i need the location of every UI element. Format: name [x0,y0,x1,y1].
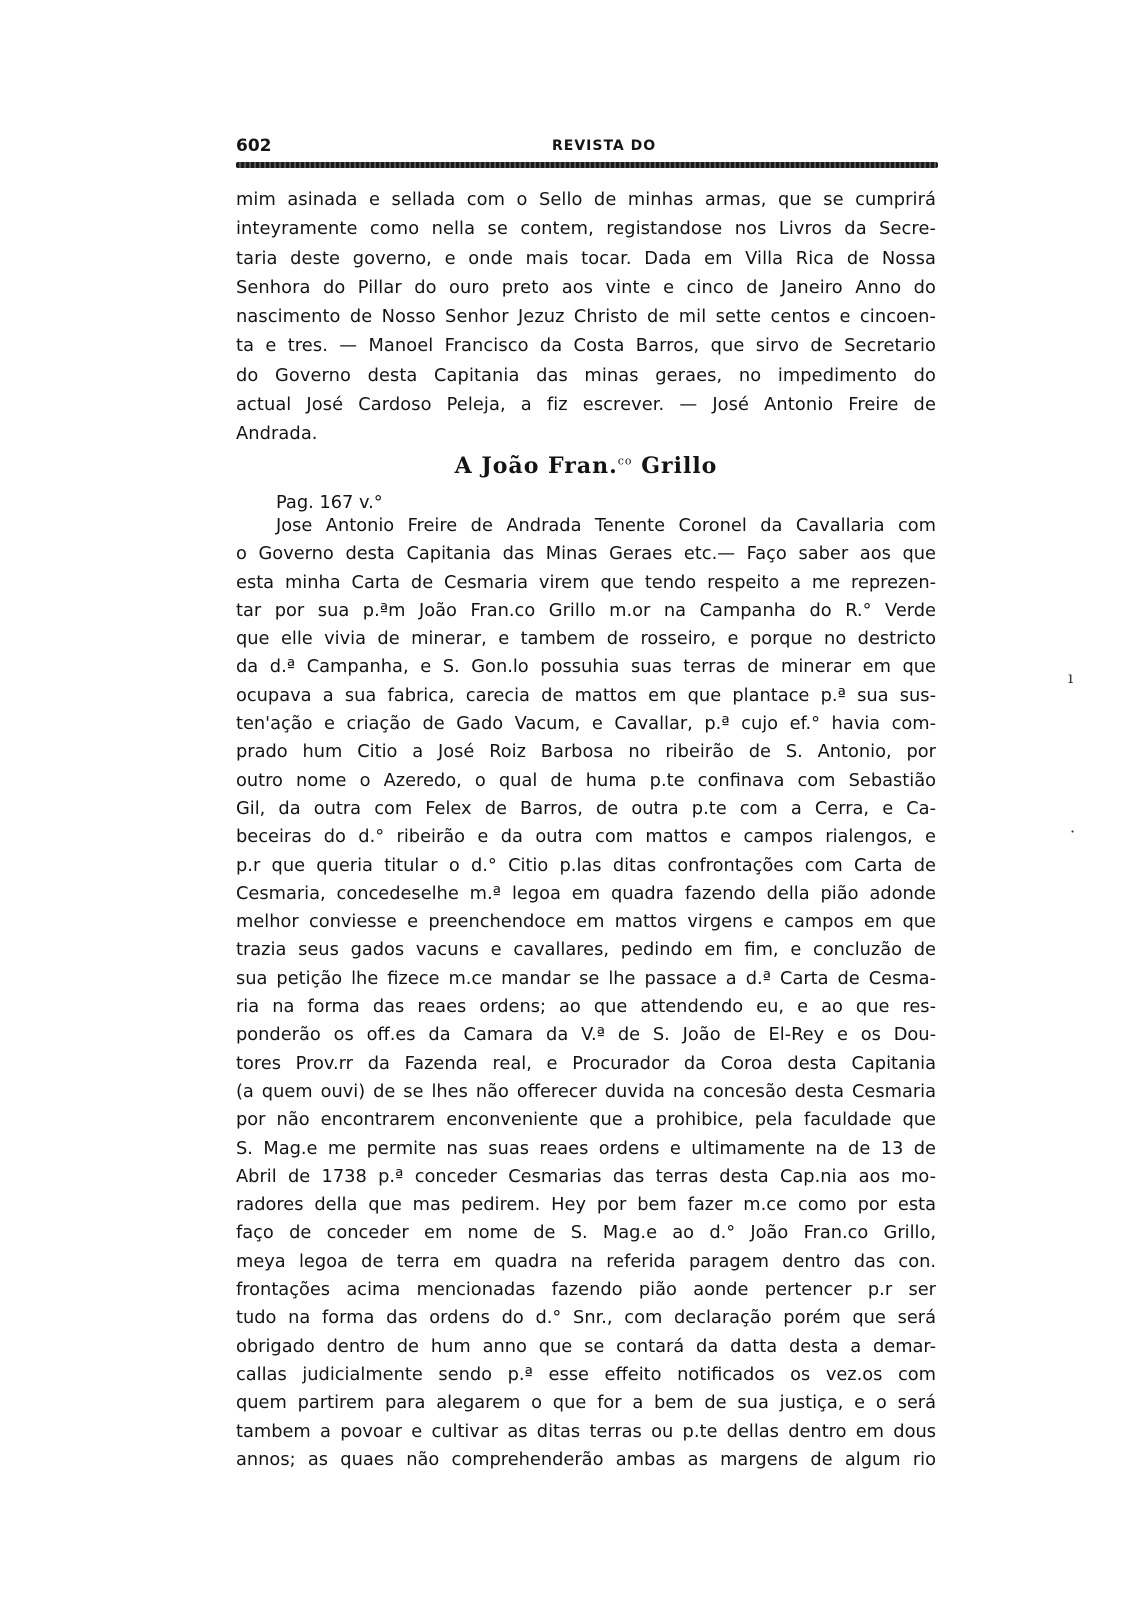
text-line: Senhora do Pillar do ouro preto aos vinte e cinco de Janeiro Anno do [236,276,936,298]
heading-text-end: Grillo [632,453,718,479]
text-line: por não encontrarem enconveniente que a prohibice, pela faculdade que [236,1109,936,1131]
text-line: frontações acima mencionadas fazendo pião aonde pertencer p.r ser [236,1279,936,1301]
text-line: meya legoa de terra em quadra na referida paragem dentro das con. [236,1250,936,1272]
text-line: trazia seus gados vacuns e cavallares, pedindo em fim, e concluzão de [236,939,936,961]
running-head: REVISTA DO [552,138,657,154]
text-line: actual José Cardoso Peleja, a fiz escrever. — José Antonio Freire de [236,394,936,416]
paragraph-2 [236,512,936,1474]
text-line: Andrada. [236,423,318,445]
heading-superscript: co [617,454,633,468]
text-line: tar por sua p.ªm João Fran.co Grillo m.or na Campanha do R.° Verde [236,599,936,621]
paragraph-1 [236,185,936,449]
text-line: ta e tres. — Manoel Francisco da Costa Barros, que sirvo de Secretario [236,335,936,357]
text-line: Abril de 1738 p.ª conceder Cesmarias das terras desta Cap.nia aos mo- [236,1165,936,1187]
text-line: nascimento de Nosso Senhor Jezuz Christo de mil sette centos e cincoen- [236,306,936,328]
page-number: 602 [236,136,272,156]
text-line: callas judicialmente sendo p.ª esse effeito notificados os vez.os com [236,1363,936,1385]
text-line: beceiras do d.° ribeirão e da outra com mattos e campos rialengos, e [236,826,936,848]
page-header [236,134,936,160]
text-line: tambem a povoar e cultivar as ditas terras ou p.te dellas dentro em dous [236,1420,936,1442]
text-line: que elle vivia de minerar, e tambem de rosseiro, e porque no destricto [236,628,936,650]
text-line: esta minha Carta de Cesmaria virem que tendo respeito a me reprezen- [236,571,936,593]
text-line: faço de conceder em nome de S. Mag.e ao d.° João Fran.co Grillo, [236,1222,936,1244]
text-line: o Governo desta Capitania das Minas Geraes etc.— Faço saber aos que [236,543,936,565]
text-line: tores Prov.rr da Fazenda real, e Procurador da Coroa desta Capitania [236,1052,936,1074]
text-line: melhor conviesse e preenchendoce em mattos virgens e campos em que [236,911,936,933]
text-line: inteyramente como nella se contem, registandose nos Livros da Secre- [236,218,936,240]
text-line: quem partirem para alegarem o que for a bem de sua justiça, e o será [236,1392,936,1414]
text-line: taria deste governo, e onde mais tocar. Dada em Villa Rica de Nossa [236,247,936,269]
margin-speck: ı [1068,668,1074,687]
margin-speck: · [1070,822,1076,841]
text-line: tudo na forma das ordens do d.° Snr., com declaração porém que será [236,1307,936,1329]
text-line: radores della que mas pedirem. Hey por bem fazer m.ce como por esta [236,1194,936,1216]
text-line: obrigado dentro de hum anno que se contará da datta desta a demar- [236,1335,936,1357]
text-line: do Governo desta Capitania das minas geraes, no impedimento do [236,364,936,386]
text-line: da d.ª Campanha, e S. Gon.lo possuhia suas terras de minerar em que [236,656,936,678]
text-line: Cesmaria, concedeselhe m.ª legoa em quadra fazendo della pião adonde [236,882,936,904]
text-line: S. Mag.e me permite nas suas reaes ordens e ultimamente na de 13 de [236,1137,936,1159]
text-line: sua petição lhe fizece m.ce mandar se lhe passace a d.ª Carta de Cesma- [236,967,936,989]
section-heading [236,453,936,479]
text-line: prado hum Citio a José Roiz Barbosa no ribeirão de S. Antonio, por [236,741,936,763]
text-line: annos; as quaes não comprehenderão ambas as margens de algum rio [236,1448,936,1470]
heading-text: A João Fran. [454,453,618,479]
text-line: ocupava a sua fabrica, carecia de mattos em que plantace p.ª sua sus- [236,684,936,706]
text-line: p.r que queria titular o d.° Citio p.las ditas confrontações com Carta de [236,854,936,876]
text-line: (a quem ouvi) de se lhes não offerecer duvida na concesão desta Cesmaria [236,1080,936,1102]
text-line: ria na forma das reaes ordens; ao que attendendo eu, e ao que res- [236,996,936,1018]
page-reference: Pag. 167 v.° [276,492,383,513]
text-line: Jose Antonio Freire de Andrada Tenente Coronel da Cavallaria com [276,515,936,536]
header-rule [236,162,938,168]
text-line: Gil, da outra com Felex de Barros, de outra p.te com a Cerra, e Ca- [236,797,936,819]
text-line: mim asinada e sellada com o Sello de minhas armas, que se cumprirá [236,189,936,210]
text-line: ponderão os off.es da Camara da V.ª de S. João de El-Rey e os Dou- [236,1024,936,1046]
text-line: outro nome o Azeredo, o qual de huma p.te confinava com Sebastião [236,769,936,791]
text-line: ten'ação e criação de Gado Vacum, e Cavallar, p.ª cujo ef.° havia com- [236,713,936,735]
